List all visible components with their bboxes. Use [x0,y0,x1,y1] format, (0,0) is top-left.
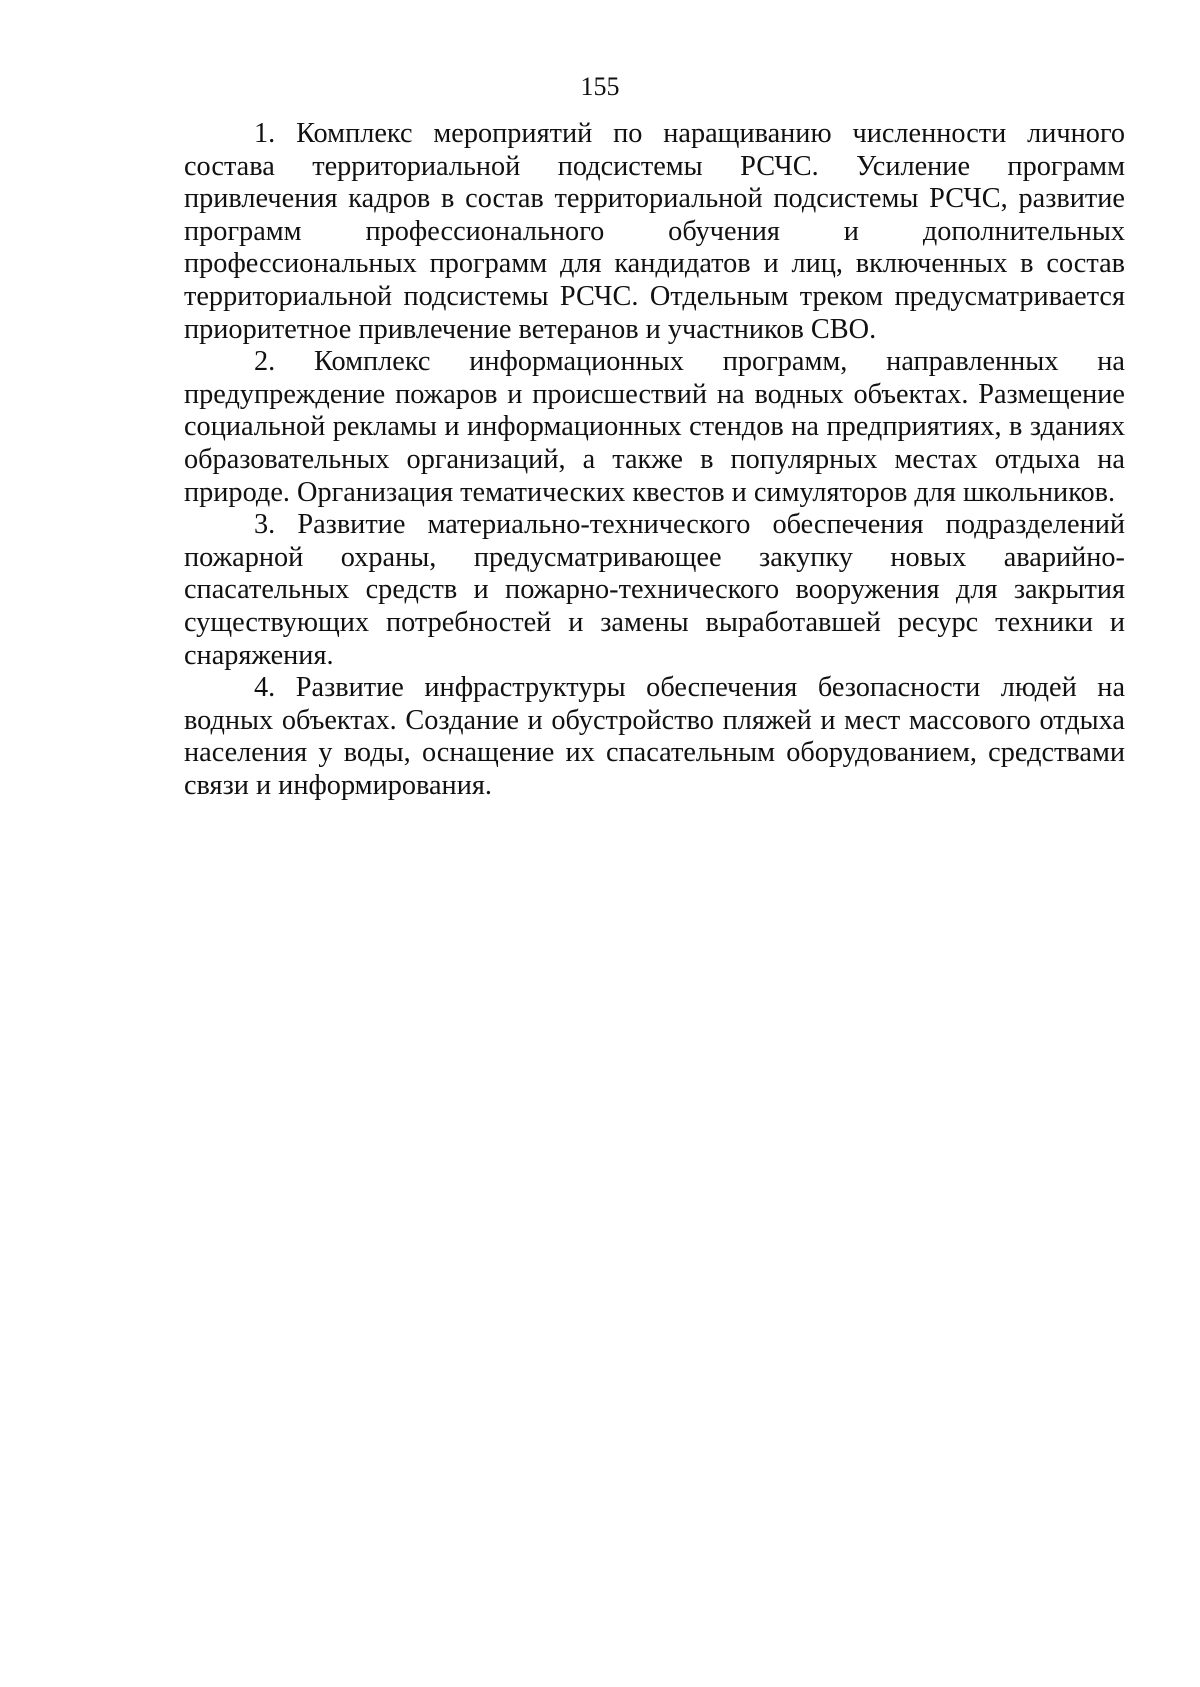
paragraph-1: 1. Комплекс мероприятий по наращиванию численности личного состава территориальной подсистемы РСЧС. Усиление программ привлечения кадров в состав территориальной подсистемы РСЧС, развитие программ профессионального обучения и дополнительных профессиональных программ для кандидатов и лиц, включенных в состав территориальной подсистемы РСЧС. Отдельным треком предусматривается приоритетное привлечение ветеранов и участников СВО. [184,118,1125,345]
document-body [184,118,1125,802]
paragraph-2: 2. Комплекс информационных программ, направленных на предупреждение пожаров и происшествий на водных объектах. Размещение социальной рекламы и информационных стендов на предприятиях, в зданиях образовательных организаций, а также в популярных местах отдыха на природе. Организация тематических квестов и симуляторов для школьников. [184,346,1125,508]
page-number: 155 [580,72,620,101]
paragraph-3: 3. Развитие материально-технического обеспечения подразделений пожарной охраны, предусматривающее закупку новых аварийно-спасательных средств и пожарно-технического вооружения для закрытия существующих потребностей и замены выработавшей ресурс техники и снаряжения. [184,509,1125,671]
paragraph-4: 4. Развитие инфраструктуры обеспечения безопасности людей на водных объектах. Создание и обустройство пляжей и мест массового отдыха населения у воды, оснащение их спасательным оборудованием, средствами связи и информирования. [184,672,1125,801]
